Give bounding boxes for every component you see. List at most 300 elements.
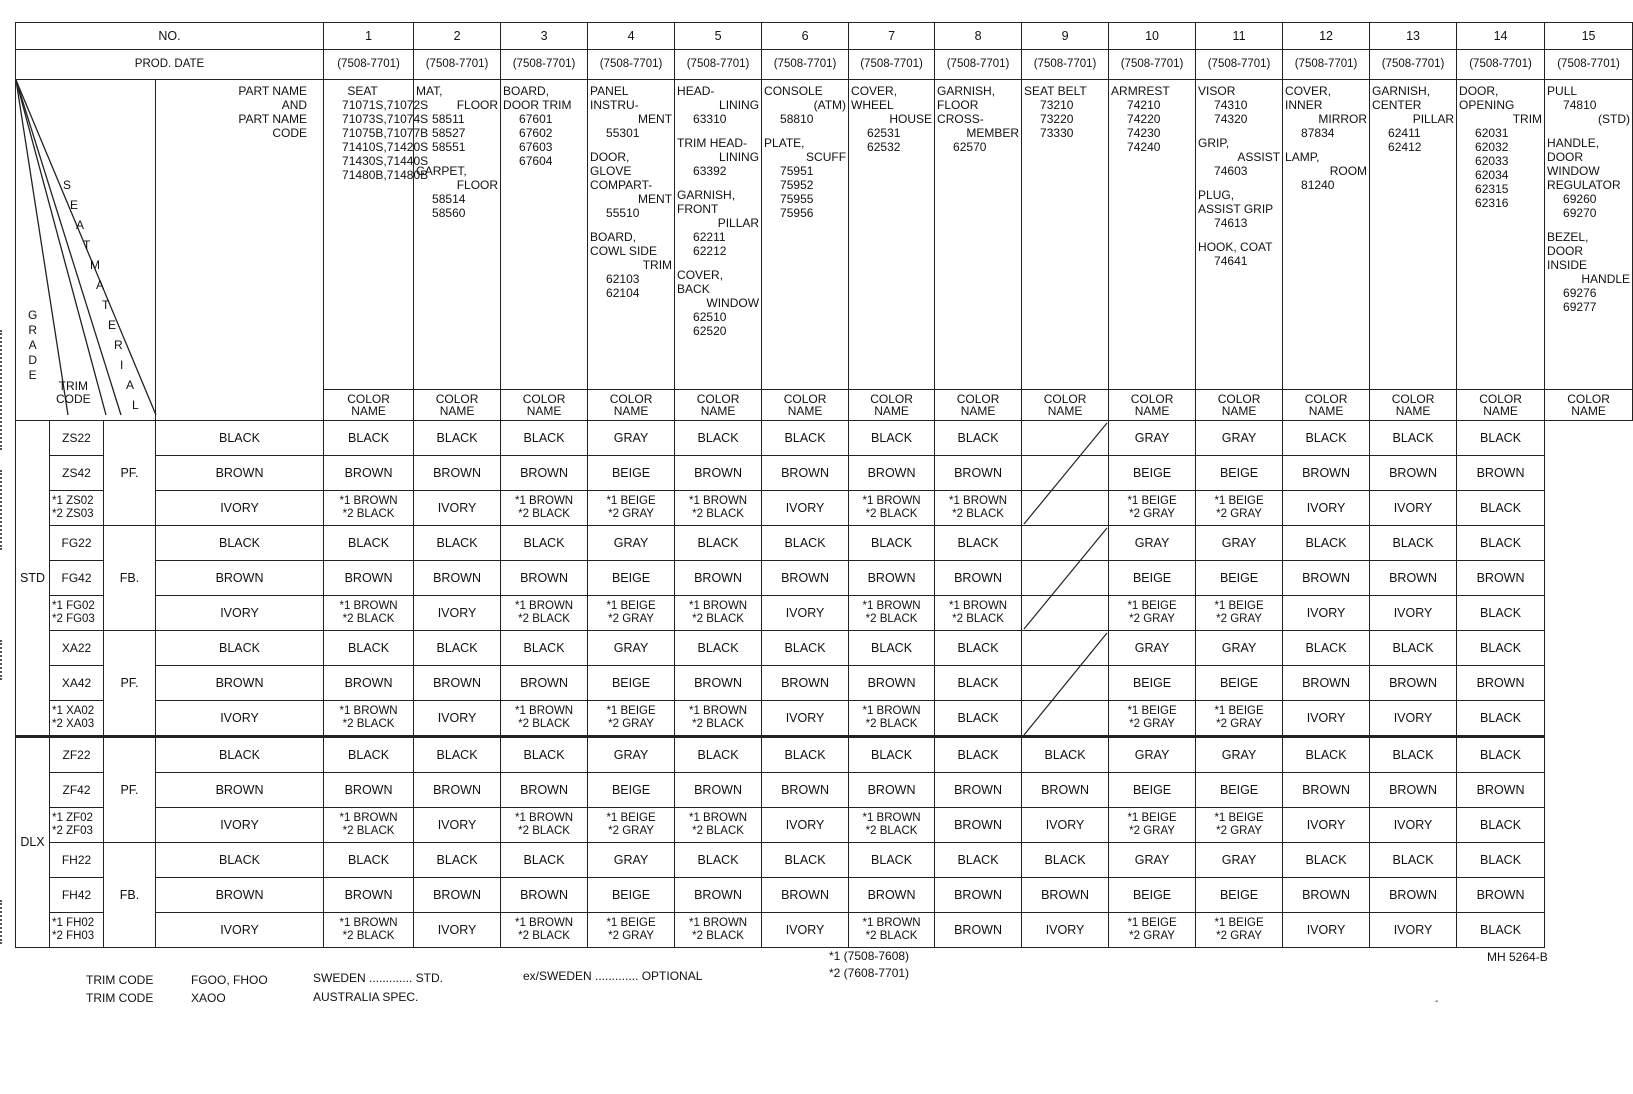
color-value: BROWN <box>433 675 481 690</box>
part-line: DOOR <box>1547 150 1584 164</box>
color-value: BLACK <box>348 535 390 550</box>
color-value: *1 BEIGE <box>606 812 656 824</box>
column-prod-date: (7508-7701) <box>675 50 762 80</box>
color-value: *2 GRAY <box>608 930 654 942</box>
color-cell <box>324 843 414 878</box>
color-value: BLACK <box>436 640 478 655</box>
color-value: BROWN <box>1476 782 1525 797</box>
color-cell <box>414 773 501 808</box>
color-cell <box>324 878 414 913</box>
color-cell <box>1109 421 1196 456</box>
column-prod-date: (7508-7701) <box>1545 50 1633 80</box>
color-value: BLACK <box>871 747 913 762</box>
color-value: BLACK <box>697 430 739 445</box>
part-cell-col-5 <box>675 80 762 390</box>
part-line: MAT, <box>416 84 443 98</box>
part-line: 73210 <box>1040 98 1074 112</box>
color-cell <box>588 843 675 878</box>
seat-code-pair <box>326 126 429 140</box>
column-number: 7 <box>849 23 935 50</box>
table-row <box>16 701 1633 737</box>
color-cell <box>1283 913 1370 948</box>
color-cell <box>675 737 762 773</box>
color-value: BLACK <box>1480 852 1522 867</box>
color-value: BROWN <box>781 570 829 585</box>
color-value: *2 GRAY <box>1129 613 1175 625</box>
color-cell <box>501 701 588 737</box>
grade-header-letter: A <box>28 338 37 352</box>
color-name-line: NAME <box>1395 404 1431 418</box>
color-value: BLACK <box>219 535 261 550</box>
color-value: BROWN <box>215 887 264 902</box>
color-cell <box>156 596 324 631</box>
color-cell <box>324 421 414 456</box>
grade-cell: STD <box>16 421 50 737</box>
column-prod-date: (7508-7701) <box>324 50 414 80</box>
part-line: 62034 <box>1475 168 1509 182</box>
part-line: 58527 <box>432 126 466 140</box>
trim-code-cell <box>50 456 104 491</box>
part-line: INSTRU- <box>590 98 639 112</box>
color-cell <box>762 631 849 666</box>
color-name-header <box>1022 390 1109 421</box>
color-value: BEIGE <box>1132 675 1172 690</box>
color-cell <box>1283 737 1370 773</box>
color-cell <box>935 878 1022 913</box>
color-cell <box>1283 526 1370 561</box>
part-line: 75956 <box>780 206 814 220</box>
color-cell <box>1370 808 1457 843</box>
trim-code: XA42 <box>61 675 92 690</box>
part-line: 67602 <box>519 126 553 140</box>
table-row <box>16 631 1633 666</box>
corner-diagonal-line <box>16 80 68 415</box>
color-cell <box>1457 843 1545 878</box>
color-value: *2 GRAY <box>1216 930 1262 942</box>
part-line: SCUFF <box>806 150 847 164</box>
color-name-header <box>762 390 849 421</box>
left-margin-dots-low <box>0 640 5 680</box>
color-value: *1 BEIGE <box>1214 812 1264 824</box>
trim-code-cell <box>50 843 104 878</box>
color-cell <box>501 421 588 456</box>
color-value: *2 BLACK <box>518 508 570 520</box>
part-line: PLATE, <box>764 136 805 150</box>
grade-header <box>28 308 37 383</box>
color-cell <box>1457 666 1545 701</box>
color-value: BLACK <box>1480 817 1522 832</box>
trim-code: ZF22 <box>62 747 91 762</box>
color-value: BLACK <box>523 430 565 445</box>
color-value: *2 BLACK <box>865 613 918 625</box>
color-cell <box>414 808 501 843</box>
part-cell-col-7 <box>849 80 935 390</box>
trim-code-value-1: FGOO, FHOO <box>191 973 268 987</box>
color-cell <box>1457 491 1545 526</box>
color-value: BROWN <box>954 922 1002 937</box>
part-line: PILLAR <box>1412 112 1455 126</box>
part-line: 62212 <box>693 244 727 258</box>
color-cell <box>501 666 588 701</box>
color-value: *2 GRAY <box>608 718 654 730</box>
color-cell <box>849 456 935 491</box>
color-value: *1 BROWN <box>862 812 921 824</box>
part-line: FRONT <box>677 202 719 216</box>
color-cell <box>1370 526 1457 561</box>
column-number: 4 <box>588 23 675 50</box>
part-line: 55510 <box>606 206 640 220</box>
color-cell <box>762 491 849 526</box>
color-value: IVORY <box>437 500 477 515</box>
part-line: 74310 <box>1214 98 1248 112</box>
color-value: BEIGE <box>1219 570 1259 585</box>
color-value: *2 GRAY <box>1216 613 1262 625</box>
color-value: *2 GRAY <box>1129 508 1175 520</box>
color-value: *1 BROWN <box>688 600 748 612</box>
color-cell <box>501 456 588 491</box>
part-line: 81240 <box>1301 178 1335 192</box>
part-line: 62570 <box>953 140 987 154</box>
part-line: 69270 <box>1563 206 1597 220</box>
color-value: GRAY <box>1221 852 1257 867</box>
color-value: *1 BEIGE <box>606 705 656 717</box>
column-prod-date: (7508-7701) <box>1109 50 1196 80</box>
color-cell <box>1196 666 1283 701</box>
trim-code: *2 FG03 <box>52 613 95 625</box>
trim-code-cell <box>50 561 104 596</box>
color-cell <box>324 913 414 948</box>
color-value: *1 BROWN <box>688 495 748 507</box>
color-value: *1 BROWN <box>514 812 574 824</box>
color-value: BLACK <box>784 430 826 445</box>
color-cell <box>762 596 849 631</box>
table-row <box>16 737 1633 773</box>
color-value: IVORY <box>1393 605 1433 620</box>
part-line: 69260 <box>1563 192 1597 206</box>
seat-code: 71074S <box>386 112 429 126</box>
part-line: 58551 <box>432 140 466 154</box>
grade-header-letter: R <box>28 323 37 337</box>
color-value: *2 BLACK <box>865 825 918 837</box>
color-cell <box>156 456 324 491</box>
color-cell <box>762 808 849 843</box>
color-name-line: NAME <box>439 404 475 418</box>
color-value: *2 BLACK <box>865 508 918 520</box>
column-prod-date: (7508-7701) <box>414 50 501 80</box>
color-value: BLACK <box>957 747 999 762</box>
part-cell-col-13 <box>1370 80 1457 390</box>
color-value: BROWN <box>344 465 393 480</box>
color-name-line: COLOR <box>870 392 913 406</box>
color-cell <box>849 596 935 631</box>
color-cell <box>849 773 935 808</box>
color-cell <box>156 491 324 526</box>
color-cell <box>1022 773 1109 808</box>
color-value: *1 BEIGE <box>1214 917 1264 929</box>
color-cell <box>156 878 324 913</box>
column-number: 3 <box>501 23 588 50</box>
footnote-1: *1 (7508-7608) <box>829 949 910 963</box>
color-cell <box>762 878 849 913</box>
color-value: BLACK <box>697 535 739 550</box>
part-line: 62032 <box>1475 140 1509 154</box>
color-cell <box>849 913 935 948</box>
part-line: 74230 <box>1127 126 1161 140</box>
part-line: SEAT BELT <box>1024 84 1087 98</box>
part-line: DOOR, <box>590 150 630 164</box>
color-value: *2 BLACK <box>518 613 570 625</box>
color-value: IVORY <box>220 817 259 832</box>
color-cell <box>1370 843 1457 878</box>
color-value: BROWN <box>694 465 742 480</box>
color-cell <box>675 561 762 596</box>
part-line: 67603 <box>519 140 553 154</box>
color-cell <box>1283 843 1370 878</box>
column-number: 15 <box>1545 23 1633 50</box>
table-row <box>16 596 1633 631</box>
seat-code: 71077B <box>386 126 429 140</box>
seat-material-cell: PF. <box>104 421 156 526</box>
color-cell <box>1283 421 1370 456</box>
color-value: BLACK <box>523 640 565 655</box>
color-name-header <box>849 390 935 421</box>
color-value: IVORY <box>1393 817 1433 832</box>
color-cell <box>762 701 849 737</box>
part-cell-col-11 <box>1196 80 1283 390</box>
color-cell <box>675 878 762 913</box>
color-name-line: COLOR <box>1130 392 1174 406</box>
color-cell-not-applicable <box>1022 421 1109 456</box>
color-cell <box>501 808 588 843</box>
part-line: WHEEL <box>851 98 894 112</box>
trim-code: FG42 <box>61 570 92 585</box>
part-line: MIRROR <box>1318 112 1368 126</box>
seat-code: 71480B <box>386 168 429 182</box>
color-value: BROWN <box>215 675 264 690</box>
color-cell <box>762 773 849 808</box>
seat-material-letter: R <box>114 338 123 352</box>
color-value: IVORY <box>1393 710 1433 725</box>
color-cell <box>588 491 675 526</box>
color-cell <box>1109 456 1196 491</box>
part-line: 62510 <box>693 310 727 324</box>
trim-code-cell <box>50 421 104 456</box>
column-prod-date: (7508-7701) <box>849 50 935 80</box>
color-value: *1 BEIGE <box>606 600 656 612</box>
color-name-line: NAME <box>1308 404 1344 418</box>
color-value: *2 GRAY <box>608 825 654 837</box>
column-prod-date: (7508-7701) <box>1022 50 1109 80</box>
part-line: 62520 <box>693 324 727 338</box>
color-value: IVORY <box>1306 817 1346 832</box>
color-cell <box>324 631 414 666</box>
color-value: *2 BLACK <box>692 930 744 942</box>
color-cell <box>1109 737 1196 773</box>
color-cell <box>762 843 849 878</box>
color-cell <box>1196 878 1283 913</box>
color-value: BLACK <box>436 430 478 445</box>
part-line: PULL <box>1547 84 1578 98</box>
part-line: 62033 <box>1475 154 1509 168</box>
color-name-header <box>1109 390 1196 421</box>
color-cell <box>1370 878 1457 913</box>
part-line: 62411 <box>1388 126 1421 140</box>
color-value: IVORY <box>1045 922 1085 937</box>
trim-code-cell <box>50 773 104 808</box>
column-number: 12 <box>1283 23 1370 50</box>
color-value: BROWN <box>1476 675 1525 690</box>
color-cell <box>675 631 762 666</box>
column-prod-date: (7508-7701) <box>1283 50 1370 80</box>
color-value: *1 BROWN <box>339 812 398 824</box>
color-value: *2 BLACK <box>952 508 1004 520</box>
color-value: BLACK <box>348 852 390 867</box>
color-cell <box>501 773 588 808</box>
color-cell <box>675 491 762 526</box>
color-cell <box>414 631 501 666</box>
color-cell <box>1022 843 1109 878</box>
column-prod-date: (7508-7701) <box>1457 50 1545 80</box>
trim-code: FG22 <box>61 535 92 550</box>
column-number: 10 <box>1109 23 1196 50</box>
color-cell-not-applicable <box>1022 666 1109 701</box>
color-value: IVORY <box>1306 605 1346 620</box>
color-value: *2 BLACK <box>342 613 395 625</box>
prod-date-label: PROD. DATE <box>16 50 324 80</box>
color-cell <box>588 526 675 561</box>
color-cell <box>849 561 935 596</box>
color-cell-not-applicable <box>1022 456 1109 491</box>
part-line: MEMBER <box>966 126 1020 140</box>
color-cell <box>414 421 501 456</box>
part-cell-col-8 <box>935 80 1022 390</box>
color-cell <box>1196 773 1283 808</box>
color-value: BROWN <box>433 570 481 585</box>
color-name-line: COLOR <box>435 392 479 406</box>
color-value: BROWN <box>344 782 393 797</box>
color-value: GRAY <box>1134 640 1170 655</box>
color-cell <box>935 737 1022 773</box>
part-line: DOOR TRIM <box>503 98 572 112</box>
color-cell <box>935 526 1022 561</box>
trim-code-cell <box>50 913 104 948</box>
color-cell <box>156 666 324 701</box>
color-name-line: NAME <box>787 404 823 418</box>
trim-code: XA22 <box>61 640 92 655</box>
table-row <box>16 456 1633 491</box>
part-line: TRIM <box>642 258 673 272</box>
color-value: BROWN <box>1389 887 1437 902</box>
color-cell <box>762 737 849 773</box>
color-value: BROWN <box>1389 570 1437 585</box>
part-cell-col-4 <box>588 80 675 390</box>
color-name-line: COLOR <box>696 392 740 406</box>
color-name-header <box>1283 390 1370 421</box>
color-value: BLACK <box>1480 430 1522 445</box>
color-name-line: COLOR <box>347 392 390 406</box>
seat-code: 71430S, <box>342 154 387 168</box>
part-line: 73330 <box>1040 126 1074 140</box>
column-number: 13 <box>1370 23 1457 50</box>
color-cell <box>1457 913 1545 948</box>
grade-header-letter: D <box>28 353 37 367</box>
color-cell <box>935 596 1022 631</box>
trim-code-header <box>56 380 91 406</box>
color-value: *2 BLACK <box>692 613 744 625</box>
color-value: BROWN <box>781 465 829 480</box>
color-name-header <box>935 390 1022 421</box>
column-prod-date: (7508-7701) <box>1196 50 1283 80</box>
color-cell <box>849 808 935 843</box>
color-value: IVORY <box>1306 500 1346 515</box>
color-name-line: NAME <box>1483 404 1518 418</box>
color-value: BEIGE <box>611 887 651 902</box>
part-line: 62315 <box>1475 182 1509 196</box>
part-line: 55301 <box>606 126 640 140</box>
figure-code: MH 5264-B <box>1487 950 1548 964</box>
part-line: ASSIST GRIP <box>1198 202 1274 216</box>
color-value: BEIGE <box>1219 465 1259 480</box>
color-value: BLACK <box>1480 747 1522 762</box>
color-value: *1 BEIGE <box>1127 495 1177 507</box>
color-value: BLACK <box>1305 852 1347 867</box>
color-value: BLACK <box>1044 852 1086 867</box>
part-line: 74603 <box>1214 164 1248 178</box>
column-number: 1 <box>324 23 414 50</box>
color-cell <box>1109 878 1196 913</box>
color-value: BLACK <box>871 640 913 655</box>
color-name-line: NAME <box>351 404 386 418</box>
color-value: BROWN <box>215 782 264 797</box>
part-cell-col-10 <box>1109 80 1196 390</box>
color-value: IVORY <box>220 710 259 725</box>
column-prod-date: (7508-7701) <box>588 50 675 80</box>
color-value: BLACK <box>1480 535 1522 550</box>
part-line: ROOM <box>1329 164 1368 178</box>
color-cell <box>414 843 501 878</box>
table-row <box>16 561 1633 596</box>
color-value: GRAY <box>613 430 649 445</box>
color-cell <box>935 491 1022 526</box>
part-line: COVER, <box>677 268 724 282</box>
color-value: BEIGE <box>1132 570 1172 585</box>
trim-code: ZF42 <box>62 782 91 797</box>
color-value: *2 BLACK <box>342 930 395 942</box>
part-name-label-line: CODE <box>272 126 308 140</box>
color-value: *1 BROWN <box>339 600 398 612</box>
color-cell <box>501 526 588 561</box>
australia-text: AUSTRALIA SPEC. <box>313 990 419 1004</box>
seat-material-cell: FB. <box>104 843 156 948</box>
color-cell <box>501 878 588 913</box>
color-cell-not-applicable <box>1022 526 1109 561</box>
trim-code-label-2: TRIM CODE <box>86 991 154 1005</box>
color-value: BROWN <box>215 570 264 585</box>
color-value: BLACK <box>957 852 999 867</box>
color-cell <box>1109 913 1196 948</box>
part-line: 75951 <box>780 164 814 178</box>
table-row <box>16 843 1633 878</box>
part-line: PILLAR <box>717 216 760 230</box>
no-label: NO. <box>16 23 324 50</box>
part-line: OPENING <box>1459 98 1515 112</box>
color-value: BLACK <box>523 747 565 762</box>
part-line: (ATM) <box>813 98 847 112</box>
color-value: BLACK <box>784 535 826 550</box>
color-cell <box>675 666 762 701</box>
part-line: ARMREST <box>1111 84 1170 98</box>
color-value: BEIGE <box>1219 675 1259 690</box>
